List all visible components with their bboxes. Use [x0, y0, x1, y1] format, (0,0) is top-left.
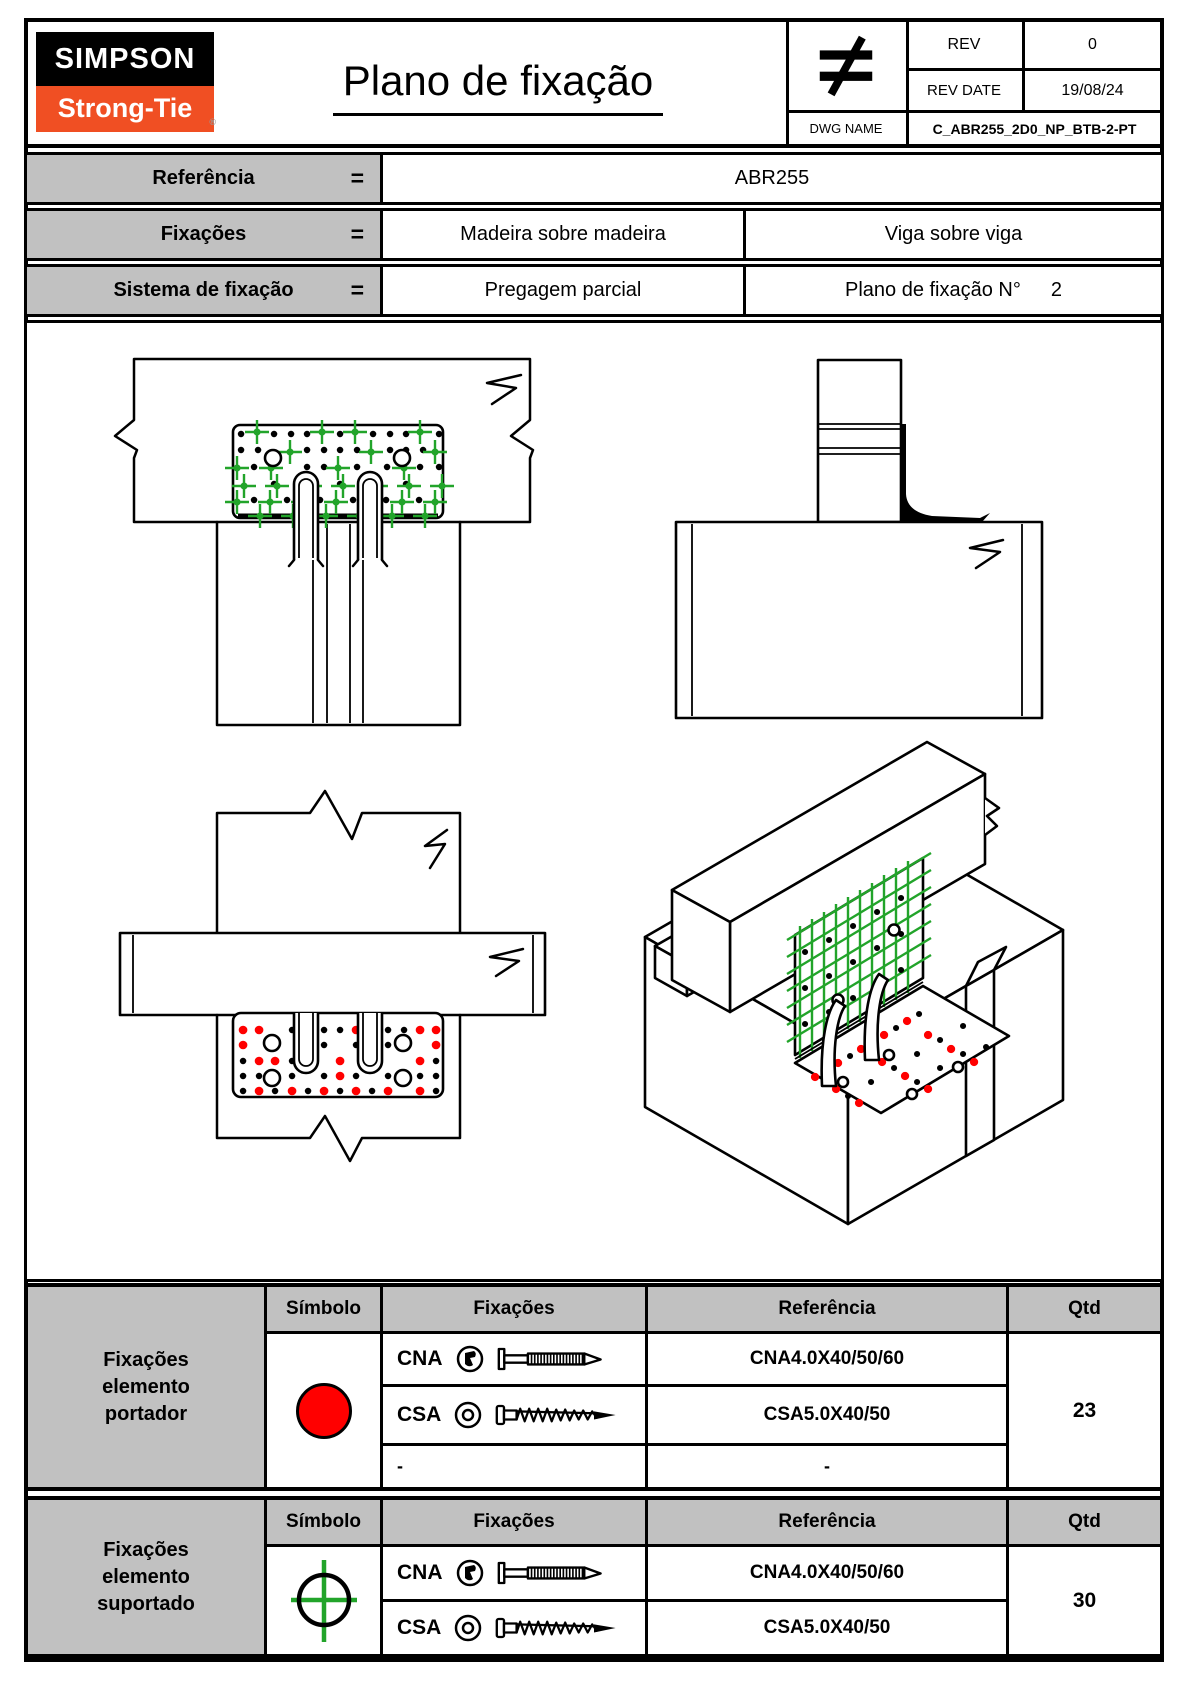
equals-sign: = — [350, 165, 364, 191]
reference-value: CSA5.0X40/50 — [648, 1602, 1006, 1654]
info-label: Sistema de fixação = — [27, 267, 383, 314]
col-header-referencia: Referência — [648, 1287, 1006, 1331]
info-value-left: Madeira sobre madeira — [383, 211, 746, 258]
cna-nail-icon — [497, 1344, 617, 1374]
fastener-code: CNA — [397, 1561, 443, 1584]
table-row-label: Fixações elemento suportado — [28, 1500, 264, 1654]
logo-strongtie: Strong-Tie ® — [36, 86, 214, 132]
fastener-row-csa — [383, 1387, 645, 1443]
simpson-strongtie-logo — [36, 32, 214, 132]
plan-number: 2 — [1050, 279, 1062, 301]
drawing-area — [24, 320, 1164, 1282]
col-header-qtd: Qtd — [1009, 1500, 1160, 1544]
page-title: Plano de fixação — [228, 50, 768, 122]
info-value-left: Pregagem parcial — [383, 267, 746, 314]
csa-screw-icon — [495, 1400, 621, 1430]
view-front-supported — [85, 330, 560, 730]
csa-head-icon — [454, 1401, 482, 1429]
reference-value-empty: - — [648, 1446, 1006, 1487]
fastener-code: CSA — [397, 1403, 442, 1426]
rev-date-label: REV DATE — [927, 82, 1001, 99]
fastener-row-csa — [383, 1602, 645, 1654]
symbol-cell-supported — [267, 1547, 380, 1654]
fastener-row-cna — [383, 1334, 645, 1384]
col-header-qtd: Qtd — [1009, 1287, 1160, 1331]
header — [24, 18, 1164, 148]
view-side — [620, 330, 1164, 730]
col-header-fixacoes: Fixações — [383, 1500, 645, 1544]
fastener-row-cna — [383, 1547, 645, 1599]
rev-value: 0 — [1088, 36, 1097, 53]
symbol-cell-carrier — [267, 1334, 380, 1487]
csa-screw-icon — [495, 1613, 621, 1643]
reference-value: CNA4.0X40/50/60 — [648, 1547, 1006, 1599]
registered-mark: ® — [209, 117, 216, 127]
table-row-label: Fixações elemento portador — [28, 1287, 264, 1487]
dwg-name-label: DWG NAME — [809, 121, 883, 136]
not-equal-icon — [789, 22, 903, 110]
equals-sign: = — [350, 221, 364, 247]
info-label: Referência = — [27, 155, 383, 202]
info-row-sistema — [24, 264, 1164, 317]
cna-nail-icon — [497, 1558, 617, 1588]
csa-head-icon — [454, 1614, 482, 1642]
info-value: ABR255 — [734, 167, 810, 189]
fastener-row-empty: - — [383, 1446, 645, 1487]
col-header-simbolo: Símbolo — [267, 1287, 380, 1331]
reference-value: CSA5.0X40/50 — [648, 1387, 1006, 1443]
info-value-right: Viga sobre viga — [884, 223, 1023, 245]
logo-simpson: SIMPSON — [36, 32, 214, 86]
view-isometric — [600, 735, 1164, 1282]
fastener-table-carrier — [24, 1283, 1164, 1491]
view-front-carrier — [85, 745, 575, 1220]
green-crosshair-icon — [285, 1554, 363, 1648]
col-header-referencia: Referência — [648, 1500, 1006, 1544]
info-row-fixacoes — [24, 208, 1164, 261]
rev-label: REV — [947, 36, 981, 53]
info-value-right: Plano de fixação N° 2 — [844, 279, 1062, 301]
cna-head-icon — [456, 1559, 484, 1587]
info-row-referencia — [24, 152, 1164, 205]
dwg-name-value: C_ABR255_2D0_NP_BTB-2-PT — [932, 120, 1137, 137]
rev-date-value: 19/08/24 — [1061, 81, 1124, 99]
cna-head-icon — [456, 1345, 484, 1373]
fastener-table-supported — [24, 1496, 1164, 1658]
qty-value: 23 — [1009, 1334, 1160, 1487]
equals-sign: = — [350, 277, 364, 303]
col-header-simbolo: Símbolo — [267, 1500, 380, 1544]
col-header-fixacoes: Fixações — [383, 1287, 645, 1331]
qty-value: 30 — [1009, 1547, 1160, 1654]
fastener-code: CNA — [397, 1347, 443, 1370]
fastener-code: CSA — [397, 1616, 442, 1639]
info-label: Fixações = — [27, 211, 383, 258]
reference-value: CNA4.0X40/50/60 — [648, 1334, 1006, 1384]
red-circle-icon — [296, 1383, 352, 1439]
